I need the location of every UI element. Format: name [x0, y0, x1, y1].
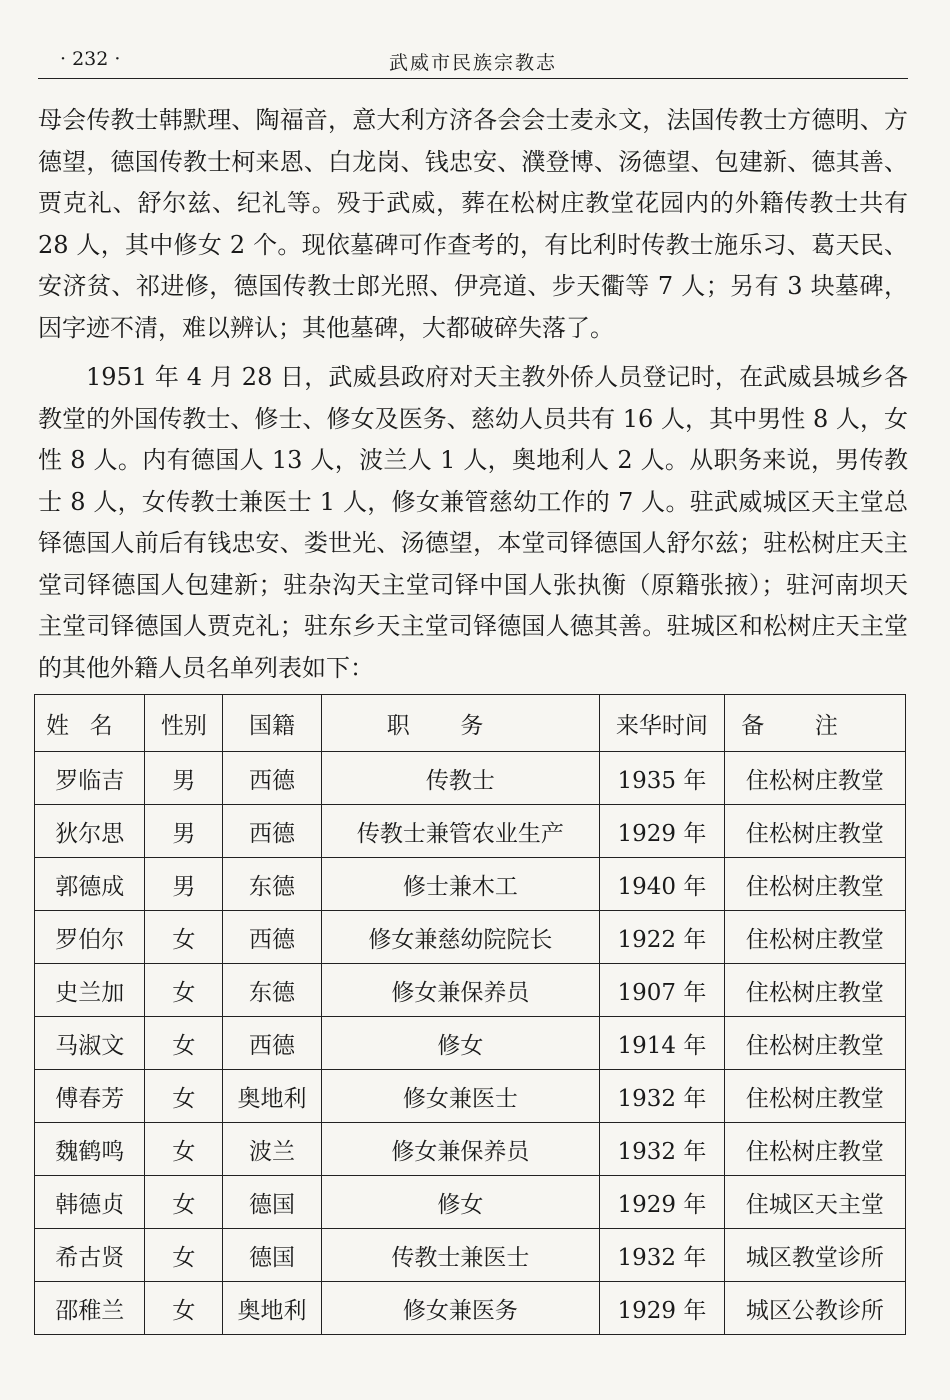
cell-name: 狄尔思	[35, 805, 145, 858]
cell-sex: 男	[145, 858, 223, 911]
cell-name: 马淑文	[35, 1017, 145, 1070]
cell-sex: 女	[145, 964, 223, 1017]
cell-sex: 女	[145, 1229, 223, 1282]
table-row	[35, 805, 906, 858]
table-row	[35, 858, 906, 911]
cell-remarks: 住松树庄教堂	[724, 752, 905, 805]
cell-name: 史兰加	[35, 964, 145, 1017]
cell-arrival: 1932 年	[600, 1070, 725, 1123]
cell-arrival: 1935 年	[600, 752, 725, 805]
paragraph: 母会传教士韩默理、陶福音，意大利方济各会会士麦永文，法国传教士方德明、方德望，德国传教士柯来恩、白龙岗、钱忠安、濮登博、汤德望、包建新、德其善、贾克礼、舒尔兹、纪礼等。殁于武威，葬在松树庄教堂花园内的外籍传教士共有 28 人，其中修女 2 个。现依墓碑可作查考的，有比利时传教士施乐习、葛天民、安济贫、祁进修，德国传教士郎光照、伊亮道、步天衢等 7 人；另有 3 块墓碑，因字迹不清，难以辨认；其他墓碑，大都破碎失落了。	[38, 106, 908, 342]
cell-arrival: 1929 年	[600, 1282, 725, 1335]
cell-nationality: 西德	[223, 805, 321, 858]
header-name: 姓名	[35, 695, 145, 752]
cell-nationality: 德国	[223, 1176, 321, 1229]
running-title: 武威市民族宗教志	[388, 52, 557, 74]
cell-name: 罗伯尔	[35, 911, 145, 964]
cell-arrival: 1914 年	[600, 1017, 725, 1070]
cell-duty: 修女兼保养员	[321, 1123, 600, 1176]
cell-name: 郭德成	[35, 858, 145, 911]
table-header-row	[35, 695, 906, 752]
cell-duty: 传教士	[321, 752, 600, 805]
cell-nationality: 西德	[223, 752, 321, 805]
cell-nationality: 波兰	[223, 1123, 321, 1176]
cell-duty: 传教士兼管农业生产	[321, 805, 600, 858]
cell-duty: 修士兼木工	[321, 858, 600, 911]
cell-name: 韩德贞	[35, 1176, 145, 1229]
cell-sex: 女	[145, 1017, 223, 1070]
cell-arrival: 1907 年	[600, 964, 725, 1017]
table-row	[35, 752, 906, 805]
cell-arrival: 1929 年	[600, 805, 725, 858]
header-rule	[38, 78, 908, 79]
header-nationality: 国籍	[223, 695, 321, 752]
cell-nationality: 东德	[223, 858, 321, 911]
table-row	[35, 1070, 906, 1123]
header-duty: 职务	[321, 695, 600, 752]
body-text	[38, 100, 908, 689]
cell-remarks: 住松树庄教堂	[724, 1017, 905, 1070]
cell-remarks: 城区公教诊所	[724, 1282, 905, 1335]
cell-sex: 女	[145, 1176, 223, 1229]
cell-sex: 男	[145, 805, 223, 858]
cell-nationality: 德国	[223, 1229, 321, 1282]
cell-arrival: 1932 年	[600, 1123, 725, 1176]
cell-arrival: 1922 年	[600, 911, 725, 964]
cell-remarks: 住松树庄教堂	[724, 911, 905, 964]
cell-duty: 修女兼保养员	[321, 964, 600, 1017]
cell-sex: 男	[145, 752, 223, 805]
cell-duty: 修女兼慈幼院院长	[321, 911, 600, 964]
table-row	[35, 911, 906, 964]
cell-name: 希古贤	[35, 1229, 145, 1282]
cell-arrival: 1932 年	[600, 1229, 725, 1282]
cell-nationality: 西德	[223, 1017, 321, 1070]
table-row	[35, 1176, 906, 1229]
cell-duty: 修女	[321, 1176, 600, 1229]
cell-remarks: 住松树庄教堂	[724, 1070, 905, 1123]
cell-remarks: 住松树庄教堂	[724, 858, 905, 911]
cell-sex: 女	[145, 911, 223, 964]
header-arrival: 来华时间	[600, 695, 725, 752]
cell-nationality: 奥地利	[223, 1070, 321, 1123]
cell-nationality: 西德	[223, 911, 321, 964]
cell-arrival: 1940 年	[600, 858, 725, 911]
cell-duty: 修女兼医务	[321, 1282, 600, 1335]
cell-remarks: 城区教堂诊所	[724, 1229, 905, 1282]
cell-sex: 女	[145, 1070, 223, 1123]
table-row	[35, 1229, 906, 1282]
cell-name: 魏鹤鸣	[35, 1123, 145, 1176]
header-sex: 性别	[145, 695, 223, 752]
table-row	[35, 1017, 906, 1070]
table-row	[35, 964, 906, 1017]
cell-remarks: 住城区天主堂	[724, 1176, 905, 1229]
cell-sex: 女	[145, 1282, 223, 1335]
cell-duty: 修女	[321, 1017, 600, 1070]
table-row	[35, 1282, 906, 1335]
cell-name: 罗临吉	[35, 752, 145, 805]
cell-remarks: 住松树庄教堂	[724, 805, 905, 858]
cell-name: 邵稚兰	[35, 1282, 145, 1335]
cell-remarks: 住松树庄教堂	[724, 964, 905, 1017]
cell-sex: 女	[145, 1123, 223, 1176]
cell-name: 傅春芳	[35, 1070, 145, 1123]
page-number: · 232 ·	[60, 48, 121, 70]
personnel-table	[34, 694, 906, 1335]
paragraph: 1951 年 4 月 28 日，武威县政府对天主教外侨人员登记时，在武威县城乡各教堂的外国传教士、修士、修女及医务、慈幼人员共有 16 人，其中男性 8 人，女性 8 人。内有德国人 13 人，波兰人 1 人，奥地利人 2 人。从职务来说，男传教士 8 人，女传教士兼医士 1 人，修女兼管慈幼工作的 7 人。驻武威城区天主堂总铎德国人前后有钱忠安、娄世光、汤德望，本堂司铎德国人舒尔兹；驻松树庄天主堂司铎德国人包建新；驻杂沟天主堂司铎中国人张执衡（原籍张掖）；驻河南坝天主堂司铎德国人贾克礼；驻东乡天主堂司铎德国人德其善。驻城区和松树庄天主堂的其他外籍人员名单列表如下：	[38, 363, 908, 682]
header-remarks: 备注	[724, 695, 905, 752]
cell-nationality: 东德	[223, 964, 321, 1017]
table-body	[35, 752, 906, 1335]
cell-duty: 修女兼医士	[321, 1070, 600, 1123]
cell-arrival: 1929 年	[600, 1176, 725, 1229]
table-row	[35, 1123, 906, 1176]
cell-duty: 传教士兼医士	[321, 1229, 600, 1282]
cell-nationality: 奥地利	[223, 1282, 321, 1335]
cell-remarks: 住松树庄教堂	[724, 1123, 905, 1176]
